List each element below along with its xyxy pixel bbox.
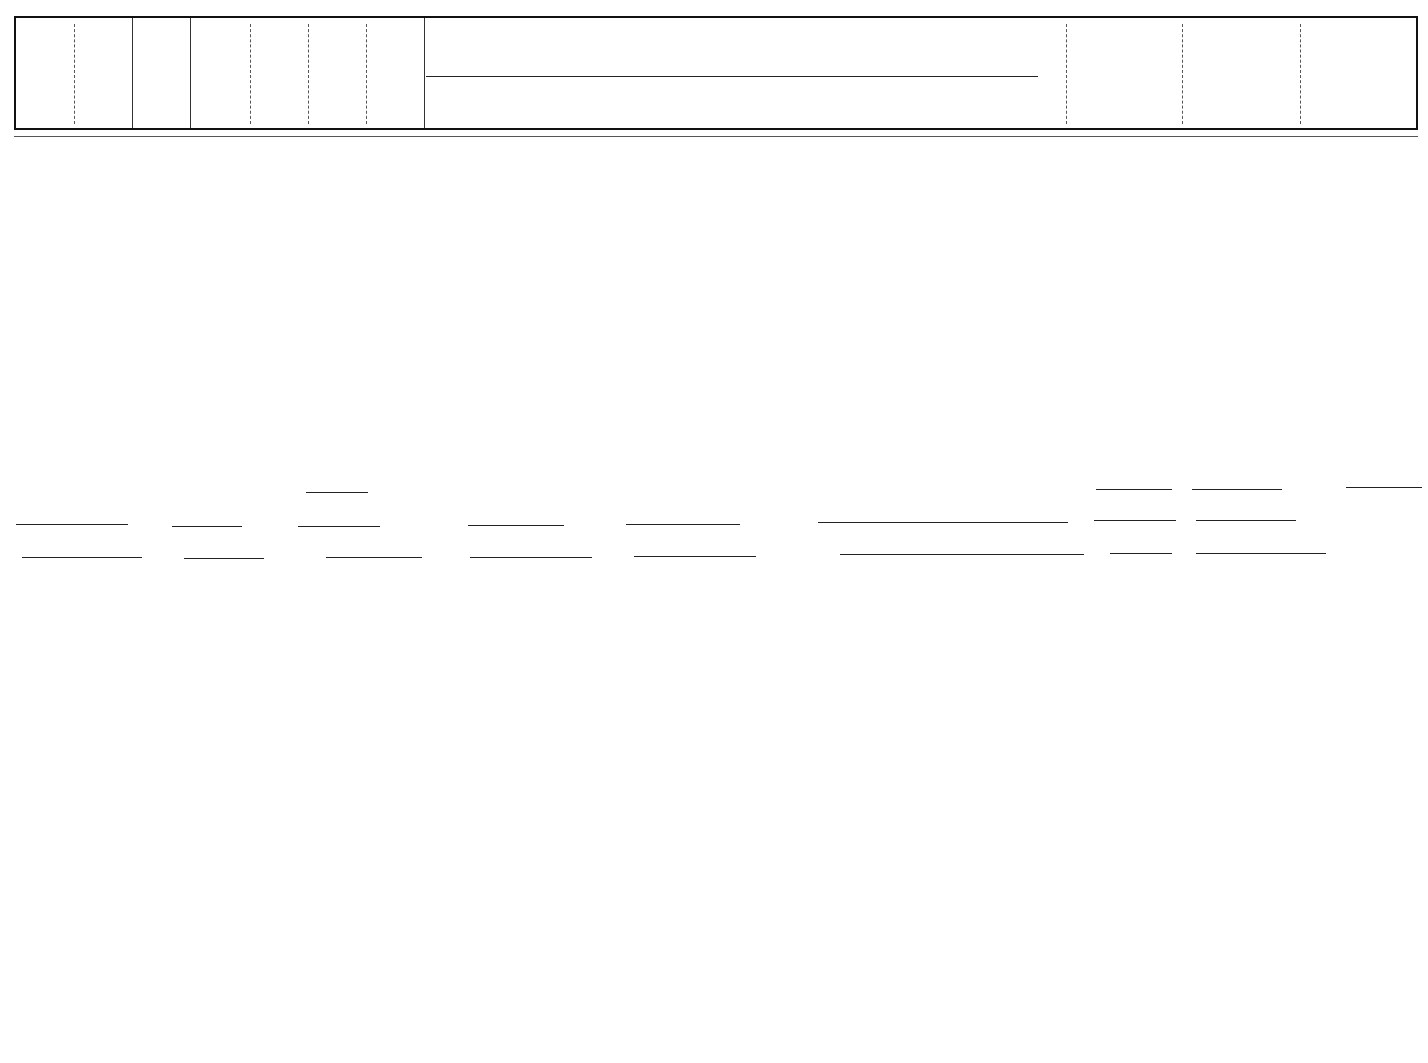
total-rule xyxy=(1196,520,1296,521)
header-kiemelt-eloiranyzat-szam xyxy=(192,18,248,128)
total-rule xyxy=(468,525,564,526)
header-cim-szam xyxy=(22,18,74,128)
total-rule xyxy=(470,557,592,558)
header-divider xyxy=(366,24,367,124)
total-rule xyxy=(1192,489,1282,490)
total-rule xyxy=(634,556,756,557)
total-rule xyxy=(306,492,368,493)
header-divider xyxy=(250,24,251,124)
header-divider xyxy=(74,24,75,124)
total-rule xyxy=(1110,553,1172,554)
total-rule xyxy=(1346,487,1422,488)
total-rule xyxy=(184,558,264,559)
total-rule xyxy=(1096,489,1172,490)
header-divider xyxy=(1300,24,1301,124)
header-divider xyxy=(190,18,191,128)
table-header xyxy=(14,16,1418,130)
header-eloiranyzat-csoport-szam xyxy=(134,18,190,128)
total-rule xyxy=(1094,520,1176,521)
header-eloiranyzat-csoport-nev xyxy=(368,18,422,128)
header-fejezet-rule xyxy=(426,76,1038,77)
header-cim-nev xyxy=(252,18,308,128)
header-bevetel xyxy=(1184,18,1300,128)
total-rule xyxy=(626,524,740,525)
total-rule xyxy=(840,554,1084,555)
header-alcim-nev xyxy=(310,18,366,128)
total-rule xyxy=(16,524,128,525)
header-underline xyxy=(14,136,1418,137)
total-rule xyxy=(172,526,242,527)
total-rule xyxy=(22,557,142,558)
total-rule xyxy=(326,557,422,558)
header-alcim-szam xyxy=(76,18,132,128)
total-rule xyxy=(818,522,1068,523)
header-divider xyxy=(132,18,133,128)
total-rule xyxy=(298,526,380,527)
header-kiadas xyxy=(1068,18,1182,128)
header-tamogatas xyxy=(1302,18,1416,128)
header-divider xyxy=(308,24,309,124)
header-divider xyxy=(1066,24,1067,124)
total-rule xyxy=(1196,553,1326,554)
header-divider xyxy=(424,18,425,128)
header-divider xyxy=(1182,24,1183,124)
